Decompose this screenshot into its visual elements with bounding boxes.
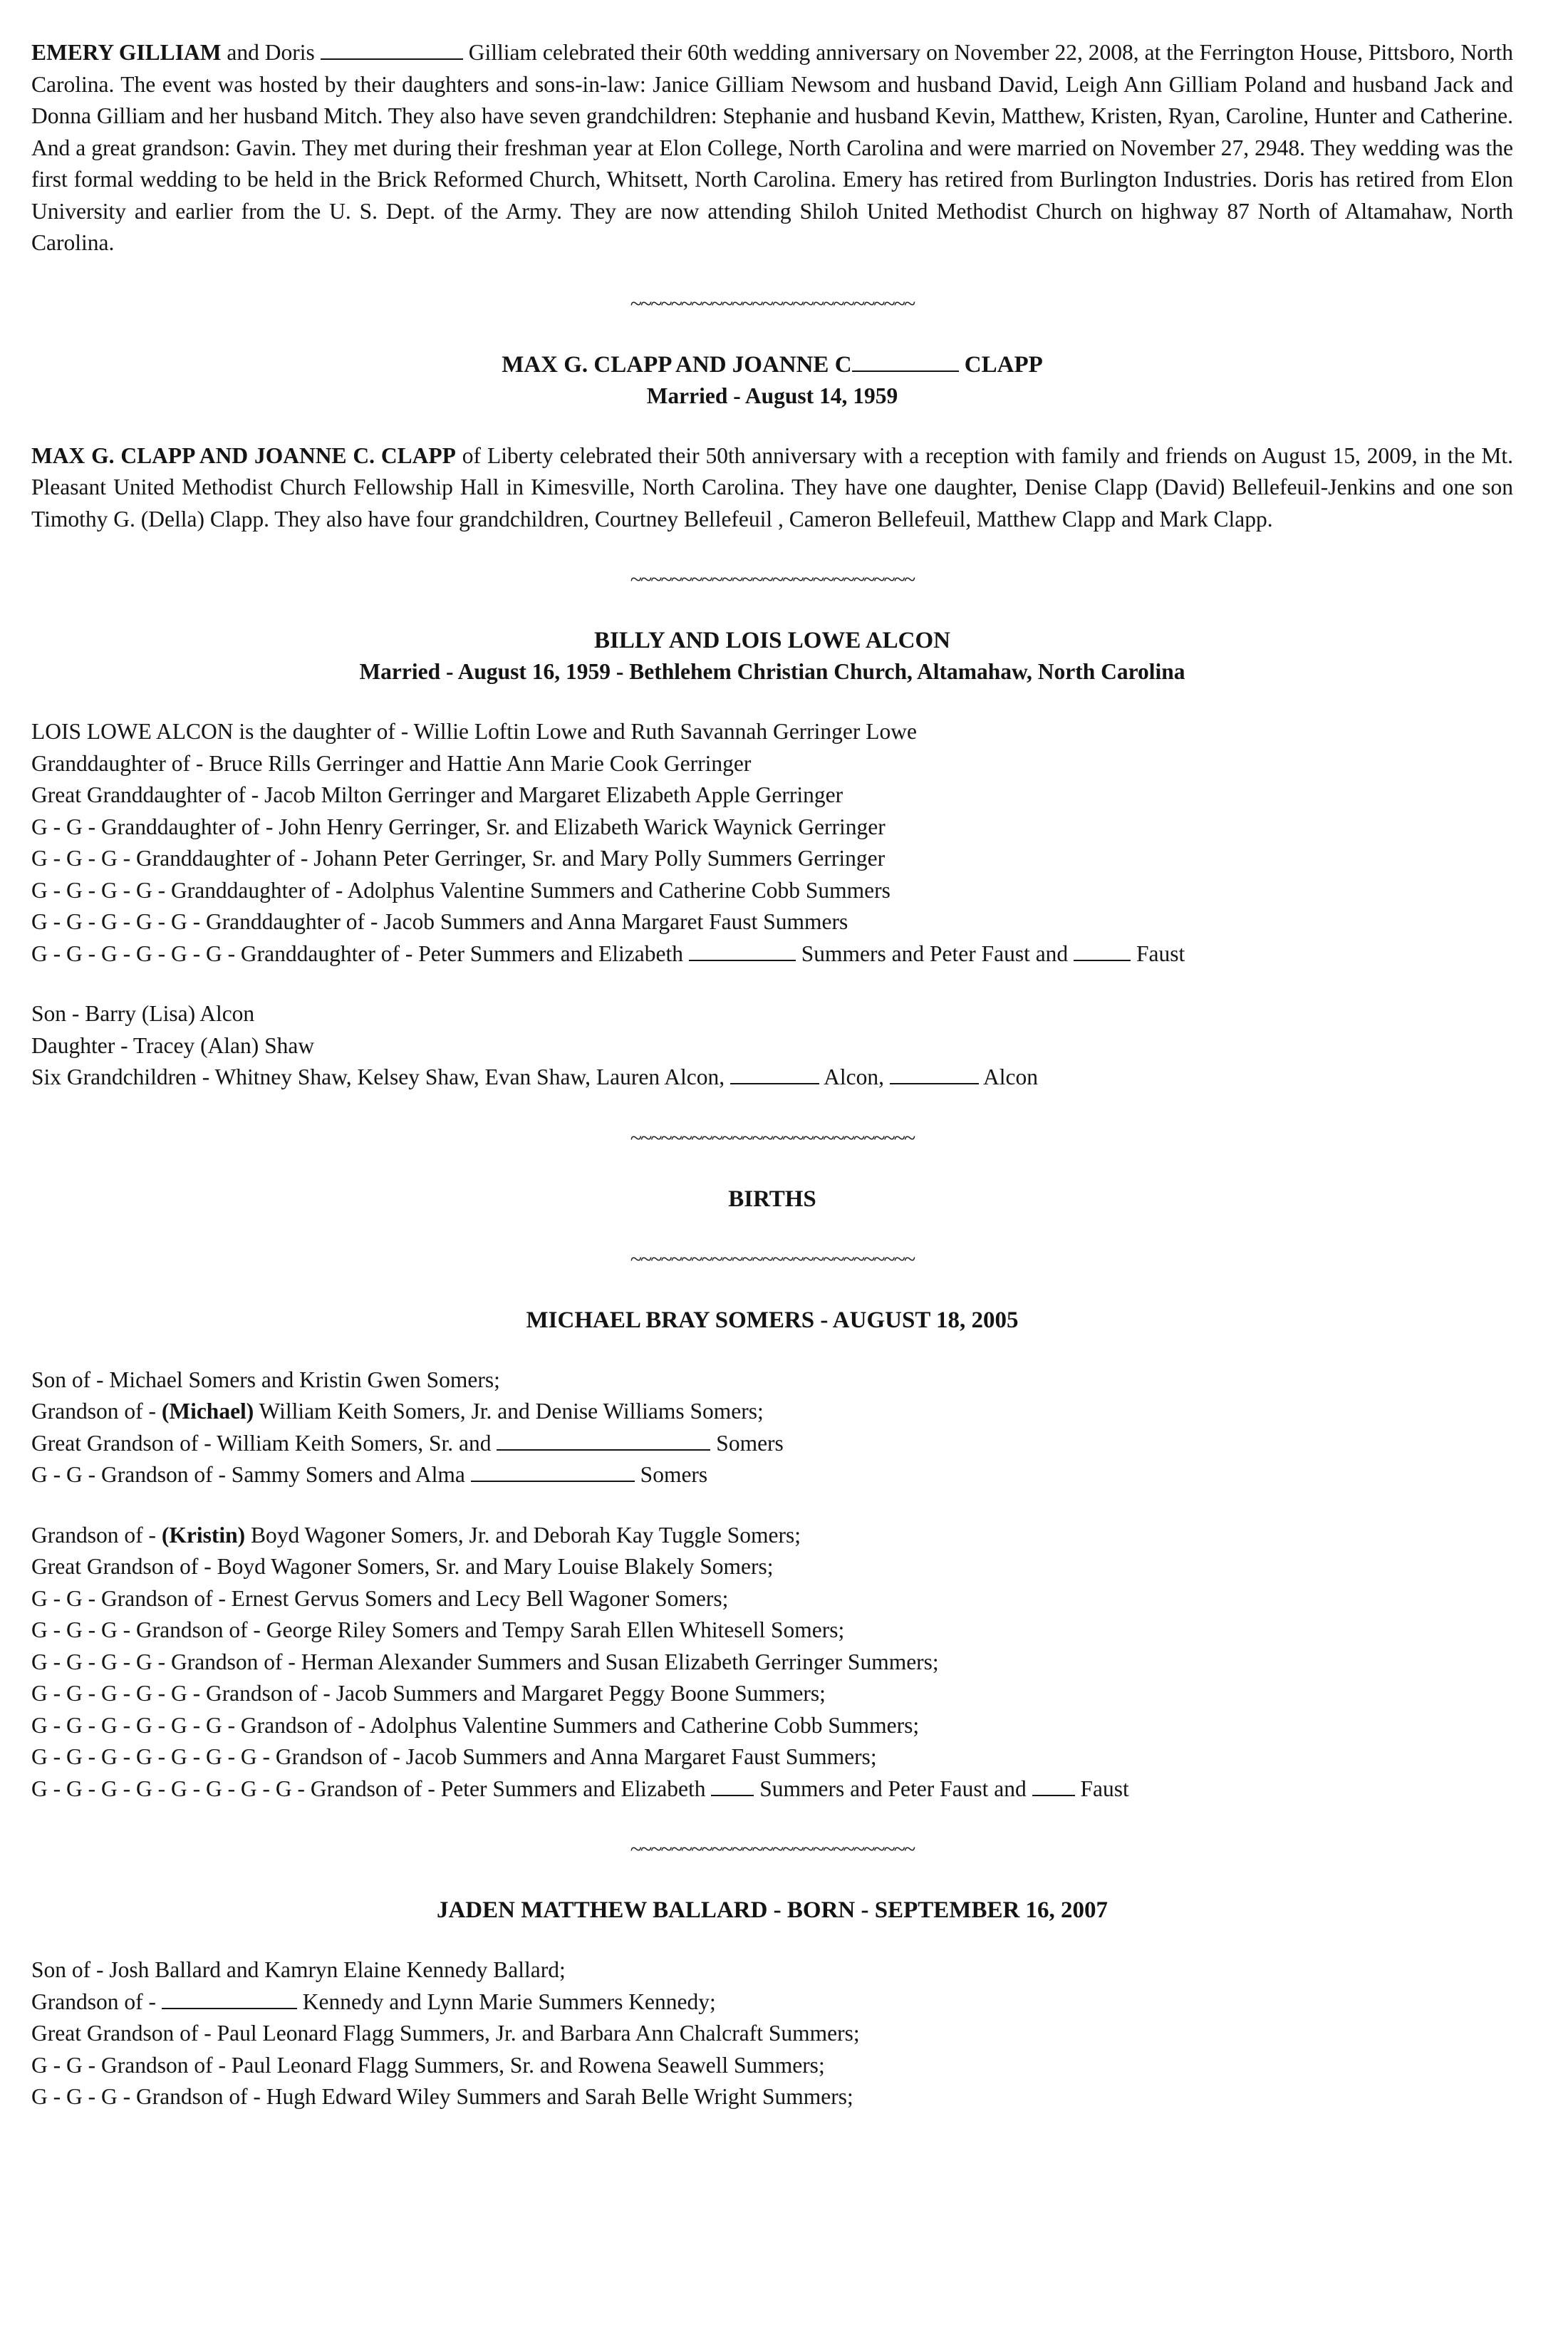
alcon-grand-a: Six Grandchildren - Whitney Shaw, Kelsey Shaw, Evan Shaw, Lauren Alcon,: [31, 1064, 730, 1089]
somers-k-line-4: G - G - G - G - Grandson of - Herman Alexander Summers and Susan Elizabeth Gerringer Summers;: [31, 1649, 939, 1674]
alcon-grand-c: Alcon: [978, 1064, 1038, 1089]
document-page: [31, 37, 1513, 2113]
gilliam-body: Gilliam celebrated their 60th wedding anniversary on November 22, 2008, at the Ferrington House, Pittsboro, North Carolina. The event was hosted by their daughters and sons-in-law: Janice Gilliam Newsom and husband David, Leigh Ann Gilliam Poland and husband Jack and Donna Gilliam and her husband Mitch. They also have seven grandchildren: Stephanie and husband Kevin, Matthew, Kristen, Ryan, Caroline, Hunter and Catherine. And a great grandson: Gavin. They met during their freshman year at Elon College, North Carolina and were married on November 27, 2948. They wedding was the first formal wedding to be held in the Brick Reformed Church, Whitsett, North Carolina. Emery has retired from Burlington Industries. Doris has retired from Elon University and earlier from the U. S. Dept. of the Army. They are now attending Shiloh United Methodist Church on highway 87 North of Altamahaw, North Carolina.: [31, 40, 1513, 255]
alcon-married: Married - August 16, 1959 - Bethlehem Christian Church, Altamahaw, North Carolina: [359, 659, 1185, 684]
clapp-heading-post: CLAPP: [958, 351, 1043, 378]
clapp-lead-names: MAX G. CLAPP AND JOANNE C. CLAPP: [31, 442, 456, 468]
alcon-line-6: G - G - G - G - Granddaughter of - Adolphus Valentine Summers and Catherine Cobb Summers: [31, 877, 891, 903]
somers-great-grandson: [31, 1428, 1513, 1460]
blank-line: [852, 351, 959, 372]
alcon-line-5: G - G - G - Granddaughter of - Johann Peter Gerringer, Sr. and Mary Polly Summers Gerringer: [31, 846, 886, 871]
ballard-grandson: [31, 1986, 1513, 2019]
somers-k-line-6: G - G - G - G - G - G - Grandson of - Adolphus Valentine Summers and Catherine Cobb Summers;: [31, 1712, 920, 1738]
alcon-line-2: Granddaughter of - Bruce Rills Gerringer and Hattie Ann Marie Cook Gerringer: [31, 750, 752, 776]
somers-grandson-rest: William Keith Somers, Jr. and Denise Williams Somers;: [254, 1399, 764, 1424]
ballard-grandson-a: Grandson of -: [31, 1989, 162, 2014]
somers-k-line-3: G - G - G - Grandson of - George Riley Somers and Tempy Sarah Ellen Whitesell Somers;: [31, 1617, 845, 1642]
somers-k-line-8: [31, 1773, 1513, 1805]
section-separator: ~~~~~~~~~~~~~~~~~~~~~~~~~~~~: [630, 1247, 915, 1271]
blank-line: [497, 1429, 710, 1451]
somers-gg-grandson: [31, 1459, 1513, 1491]
somers-k-pre: Grandson of -: [31, 1522, 162, 1548]
somers-last-b: Summers and Peter Faust and: [754, 1776, 1032, 1801]
somers-last-c: Faust: [1074, 1776, 1129, 1801]
alcon-grandchildren: [31, 1062, 1513, 1094]
gilliam-lead-rest: and Doris: [221, 40, 321, 65]
gilliam-lead-names: EMERY GILLIAM: [31, 40, 222, 65]
clapp-married: Married - August 14, 1959: [646, 383, 898, 408]
blank-line: [711, 1775, 754, 1796]
clapp-body: of Liberty celebrated their 50th anniversary with a reception with family and friends on August 15, 2009, in the Mt. Pleasant United Methodist Church Fellowship Hall in Kimesville, North Carolina. They have one daughter, Denise Clapp (David) Bellefeuil-Jenkins and one son Timothy G. (Della) Clapp. They also have four grandchildren, Courtney Bellefeuil , Cameron Bellefeuil, Matthew Clapp and Mark Clapp.: [31, 442, 1513, 532]
somers-k-rest: Boyd Wagoner Somers, Jr. and Deborah Kay Tuggle Somers;: [245, 1522, 801, 1548]
alcon-line-8-c: Faust: [1131, 940, 1185, 966]
ballard-son-of: Son of - Josh Ballard and Kamryn Elaine Kennedy Ballard;: [31, 1957, 566, 1982]
somers-grandson-bold: (Michael): [161, 1399, 254, 1424]
alcon-line-8: [31, 938, 1513, 970]
blank-line: [471, 1461, 635, 1482]
ballard-line-3: G - G - G - Grandson of - Hugh Edward Wiley Summers and Sarah Belle Wright Summers;: [31, 2084, 853, 2109]
somers-grandson-kristin: [31, 1520, 1513, 1552]
somers-k-line-2: G - G - Grandson of - Ernest Gervus Somers and Lecy Bell Wagoner Somers;: [31, 1585, 729, 1611]
somers-k-line-1: Great Grandson of - Boyd Wagoner Somers, Sr. and Mary Louise Blakely Somers;: [31, 1554, 774, 1579]
somers-heading: MICHAEL BRAY SOMERS - AUGUST 18, 2005: [526, 1307, 1019, 1333]
clapp-heading: [31, 349, 1513, 380]
alcon-heading: BILLY AND LOIS LOWE ALCON: [593, 628, 951, 653]
section-separator: ~~~~~~~~~~~~~~~~~~~~~~~~~~~~: [630, 568, 915, 591]
alcon-line-7: G - G - G - G - G - Granddaughter of - Jacob Summers and Anna Margaret Faust Summers: [31, 909, 848, 934]
alcon-grand-b: Alcon,: [819, 1064, 890, 1089]
somers-grandson-pre: Grandson of -: [31, 1399, 162, 1424]
somers-k-bold: (Kristin): [161, 1522, 246, 1548]
somers-last-a: G - G - G - G - G - G - G - G - Grandson of - Peter Summers and Elizabeth: [31, 1776, 712, 1801]
section-separator: ~~~~~~~~~~~~~~~~~~~~~~~~~~~~: [630, 1838, 915, 1861]
alcon-line-8-b: Summers and Peter Faust and: [795, 940, 1074, 966]
alcon-line-1: LOIS LOWE ALCON is the daughter of - Willie Loftin Lowe and Ruth Savannah Gerringer Lowe: [31, 719, 917, 744]
blank-line: [321, 38, 463, 60]
somers-great-b: Somers: [710, 1430, 784, 1456]
alcon-line-4: G - G - Granddaughter of - John Henry Gerringer, Sr. and Elizabeth Warick Waynick Gerringer: [31, 814, 886, 839]
alcon-daughter: Daughter - Tracey (Alan) Shaw: [31, 1032, 315, 1058]
gilliam-paragraph: [31, 37, 1513, 259]
ballard-heading: JADEN MATTHEW BALLARD - BORN - SEPTEMBER 16, 2007: [436, 1897, 1108, 1923]
somers-k-line-5: G - G - G - G - G - Grandson of - Jacob Summers and Margaret Peggy Boone Summers;: [31, 1681, 826, 1706]
somers-son-of: Son of - Michael Somers and Kristin Gwen Somers;: [31, 1367, 500, 1392]
somers-gg-a: G - G - Grandson of - Sammy Somers and Alma: [31, 1462, 471, 1487]
ballard-line-1: Great Grandson of - Paul Leonard Flagg Summers, Jr. and Barbara Ann Chalcraft Summers;: [31, 2021, 860, 2046]
somers-k-line-7: G - G - G - G - G - G - G - Grandson of - Jacob Summers and Anna Margaret Faust Summers;: [31, 1744, 877, 1769]
blank-line: [1074, 940, 1131, 961]
somers-grandson-michael: [31, 1396, 1513, 1428]
ballard-line-2: G - G - Grandson of - Paul Leonard Flagg Summers, Sr. and Rowena Seawell Summers;: [31, 2052, 825, 2078]
blank-line: [162, 1988, 297, 2009]
somers-gg-b: Somers: [634, 1462, 708, 1487]
clapp-heading-pre: MAX G. CLAPP AND JOANNE C: [502, 351, 852, 378]
blank-line: [730, 1063, 819, 1084]
blank-line: [689, 940, 796, 961]
section-separator: ~~~~~~~~~~~~~~~~~~~~~~~~~~~~: [630, 291, 915, 316]
alcon-son: Son - Barry (Lisa) Alcon: [31, 1001, 255, 1026]
blank-line: [890, 1063, 979, 1084]
ballard-grandson-b: Kennedy and Lynn Marie Summers Kennedy;: [296, 1989, 716, 2014]
births-heading: BIRTHS: [728, 1186, 816, 1212]
alcon-line-8-a: G - G - G - G - G - G - Granddaughter of - Peter Summers and Elizabeth: [31, 940, 689, 966]
somers-great-a: Great Grandson of - William Keith Somers, Sr. and: [31, 1430, 497, 1456]
clapp-paragraph: [31, 440, 1513, 536]
section-separator: ~~~~~~~~~~~~~~~~~~~~~~~~~~~~: [630, 1126, 915, 1150]
blank-line: [1032, 1775, 1075, 1796]
alcon-line-3: Great Granddaughter of - Jacob Milton Gerringer and Margaret Elizabeth Apple Gerringer: [31, 782, 843, 807]
